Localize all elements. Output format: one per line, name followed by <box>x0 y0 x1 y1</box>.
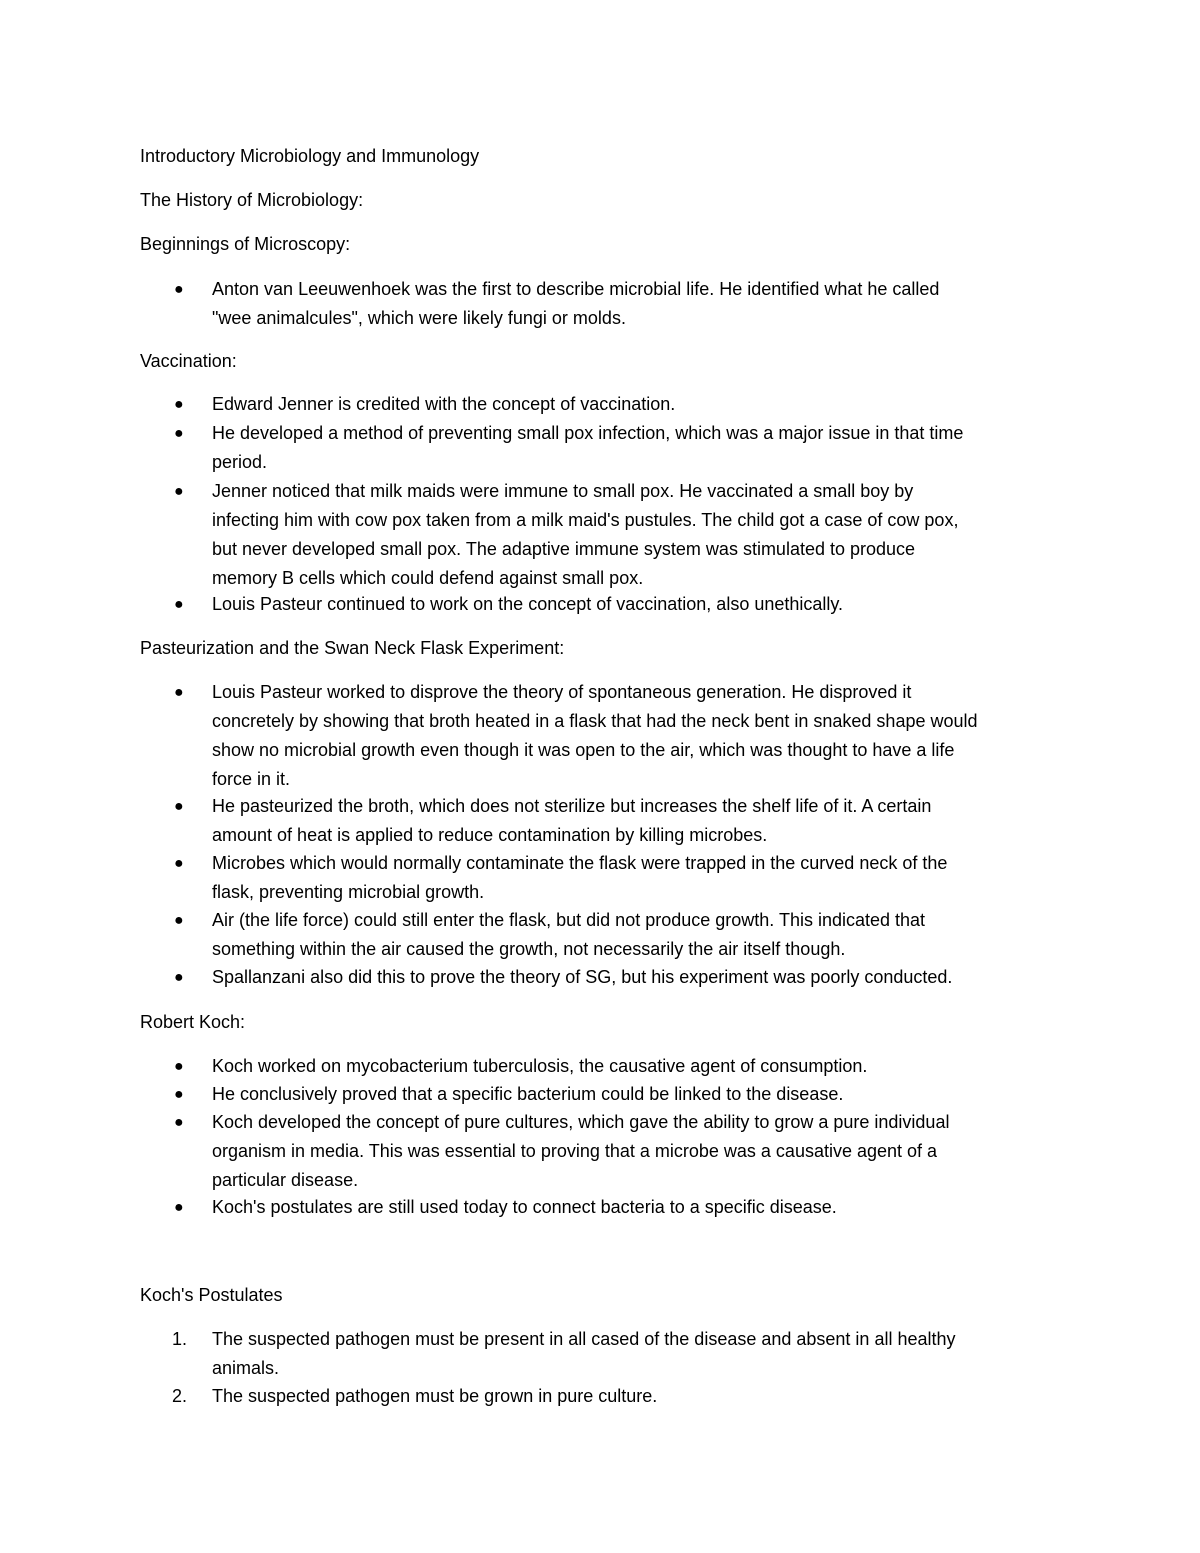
bullet-icon: ● <box>174 483 184 500</box>
list-item <box>140 1052 1080 1081</box>
list-item-text: Spallanzani also did this to prove the theory of SG, but his experiment was poorly conducted. <box>212 967 953 987</box>
list-item-text: Koch's postulates are still used today to connect bacteria to a specific disease. <box>212 1197 837 1217</box>
list-item-text: Louis Pasteur continued to work on the concept of vaccination, also unethically. <box>212 594 844 614</box>
document-subtitle: The History of Microbiology: <box>140 190 364 210</box>
bullet-icon: ● <box>174 1114 184 1131</box>
bullet-icon: ● <box>174 912 184 929</box>
bullet-icon: ● <box>174 798 184 815</box>
list-item <box>140 590 1080 619</box>
section-heading-pasteurization: Pasteurization and the Swan Neck Flask Experiment: <box>140 638 565 658</box>
list-item-text: Anton van Leeuwenhoek was the first to describe microbial life. He identified what he called "wee animalcules", which were likely fungi or molds. <box>212 279 940 328</box>
section-heading-koch: Robert Koch: <box>140 1012 246 1032</box>
bullet-icon: ● <box>174 281 184 298</box>
bullet-icon: ● <box>174 1086 184 1103</box>
list-item <box>140 419 1080 477</box>
list-item-text: Microbes which would normally contaminate the flask were trapped in the curved neck of the flask, preventing microbial growth. <box>212 853 948 902</box>
list-item <box>140 477 1080 593</box>
list-item <box>140 963 1080 992</box>
bullet-icon: ● <box>174 1199 184 1216</box>
list-item-text: Louis Pasteur worked to disprove the theory of spontaneous generation. He disproved it concretely by showing that broth heated in a flask that had the neck bent in snaked shape would show no microbial growth even though it was open to the air, which was thought to have a life force in it. <box>212 682 978 789</box>
list-item-text: Koch worked on mycobacterium tuberculosis, the causative agent of consumption. <box>212 1056 868 1076</box>
section-heading-microscopy: Beginnings of Microscopy: <box>140 234 351 254</box>
list-item <box>140 1108 1080 1195</box>
list-item <box>140 275 1080 333</box>
list-item <box>140 1080 1080 1109</box>
list-item-text: The suspected pathogen must be present in all cased of the disease and absent in all healthy animals. <box>212 1329 956 1378</box>
list-item-text: He conclusively proved that a specific bacterium could be linked to the disease. <box>212 1084 844 1104</box>
numbered-item <box>140 1325 1080 1383</box>
list-item-text: The suspected pathogen must be grown in pure culture. <box>212 1386 658 1406</box>
document-title: Introductory Microbiology and Immunology <box>140 146 480 166</box>
list-item <box>140 792 1080 850</box>
numbered-item <box>140 1382 1080 1411</box>
list-item <box>140 678 1080 794</box>
bullet-icon: ● <box>174 969 184 986</box>
list-number: 2. <box>172 1386 188 1406</box>
list-item <box>140 906 1080 964</box>
list-item-text: Koch developed the concept of pure cultures, which gave the ability to grow a pure individual organism in media. This was essential to proving that a microbe was a causative agent of a particular disease. <box>212 1112 950 1190</box>
section-heading-postulates: Koch's Postulates <box>140 1285 283 1305</box>
bullet-icon: ● <box>174 425 184 442</box>
list-item-text: Edward Jenner is credited with the concept of vaccination. <box>212 394 676 414</box>
list-item-text: He pasteurized the broth, which does not sterilize but increases the shelf life of it. A certain amount of heat is applied to reduce contamination by killing microbes. <box>212 796 932 845</box>
bullet-icon: ● <box>174 596 184 613</box>
list-item-text: He developed a method of preventing small pox infection, which was a major issue in that time period. <box>212 423 964 472</box>
section-heading-vaccination: Vaccination: <box>140 351 237 371</box>
bullet-icon: ● <box>174 855 184 872</box>
bullet-icon: ● <box>174 684 184 701</box>
list-item <box>140 1193 1080 1222</box>
list-item <box>140 849 1080 907</box>
bullet-icon: ● <box>174 396 184 413</box>
list-item <box>140 390 1080 419</box>
bullet-icon: ● <box>174 1058 184 1075</box>
list-item-text: Jenner noticed that milk maids were immune to small pox. He vaccinated a small boy by infecting him with cow pox taken from a milk maid's pustules. The child got a case of cow pox, but never developed small pox. The adaptive immune system was stimulated to produce memory B cells which could defend against small pox. <box>212 481 959 588</box>
list-number: 1. <box>172 1329 188 1349</box>
list-item-text: Air (the life force) could still enter the flask, but did not produce growth. This indicated that something within the air caused the growth, not necessarily the air itself though. <box>212 910 926 959</box>
